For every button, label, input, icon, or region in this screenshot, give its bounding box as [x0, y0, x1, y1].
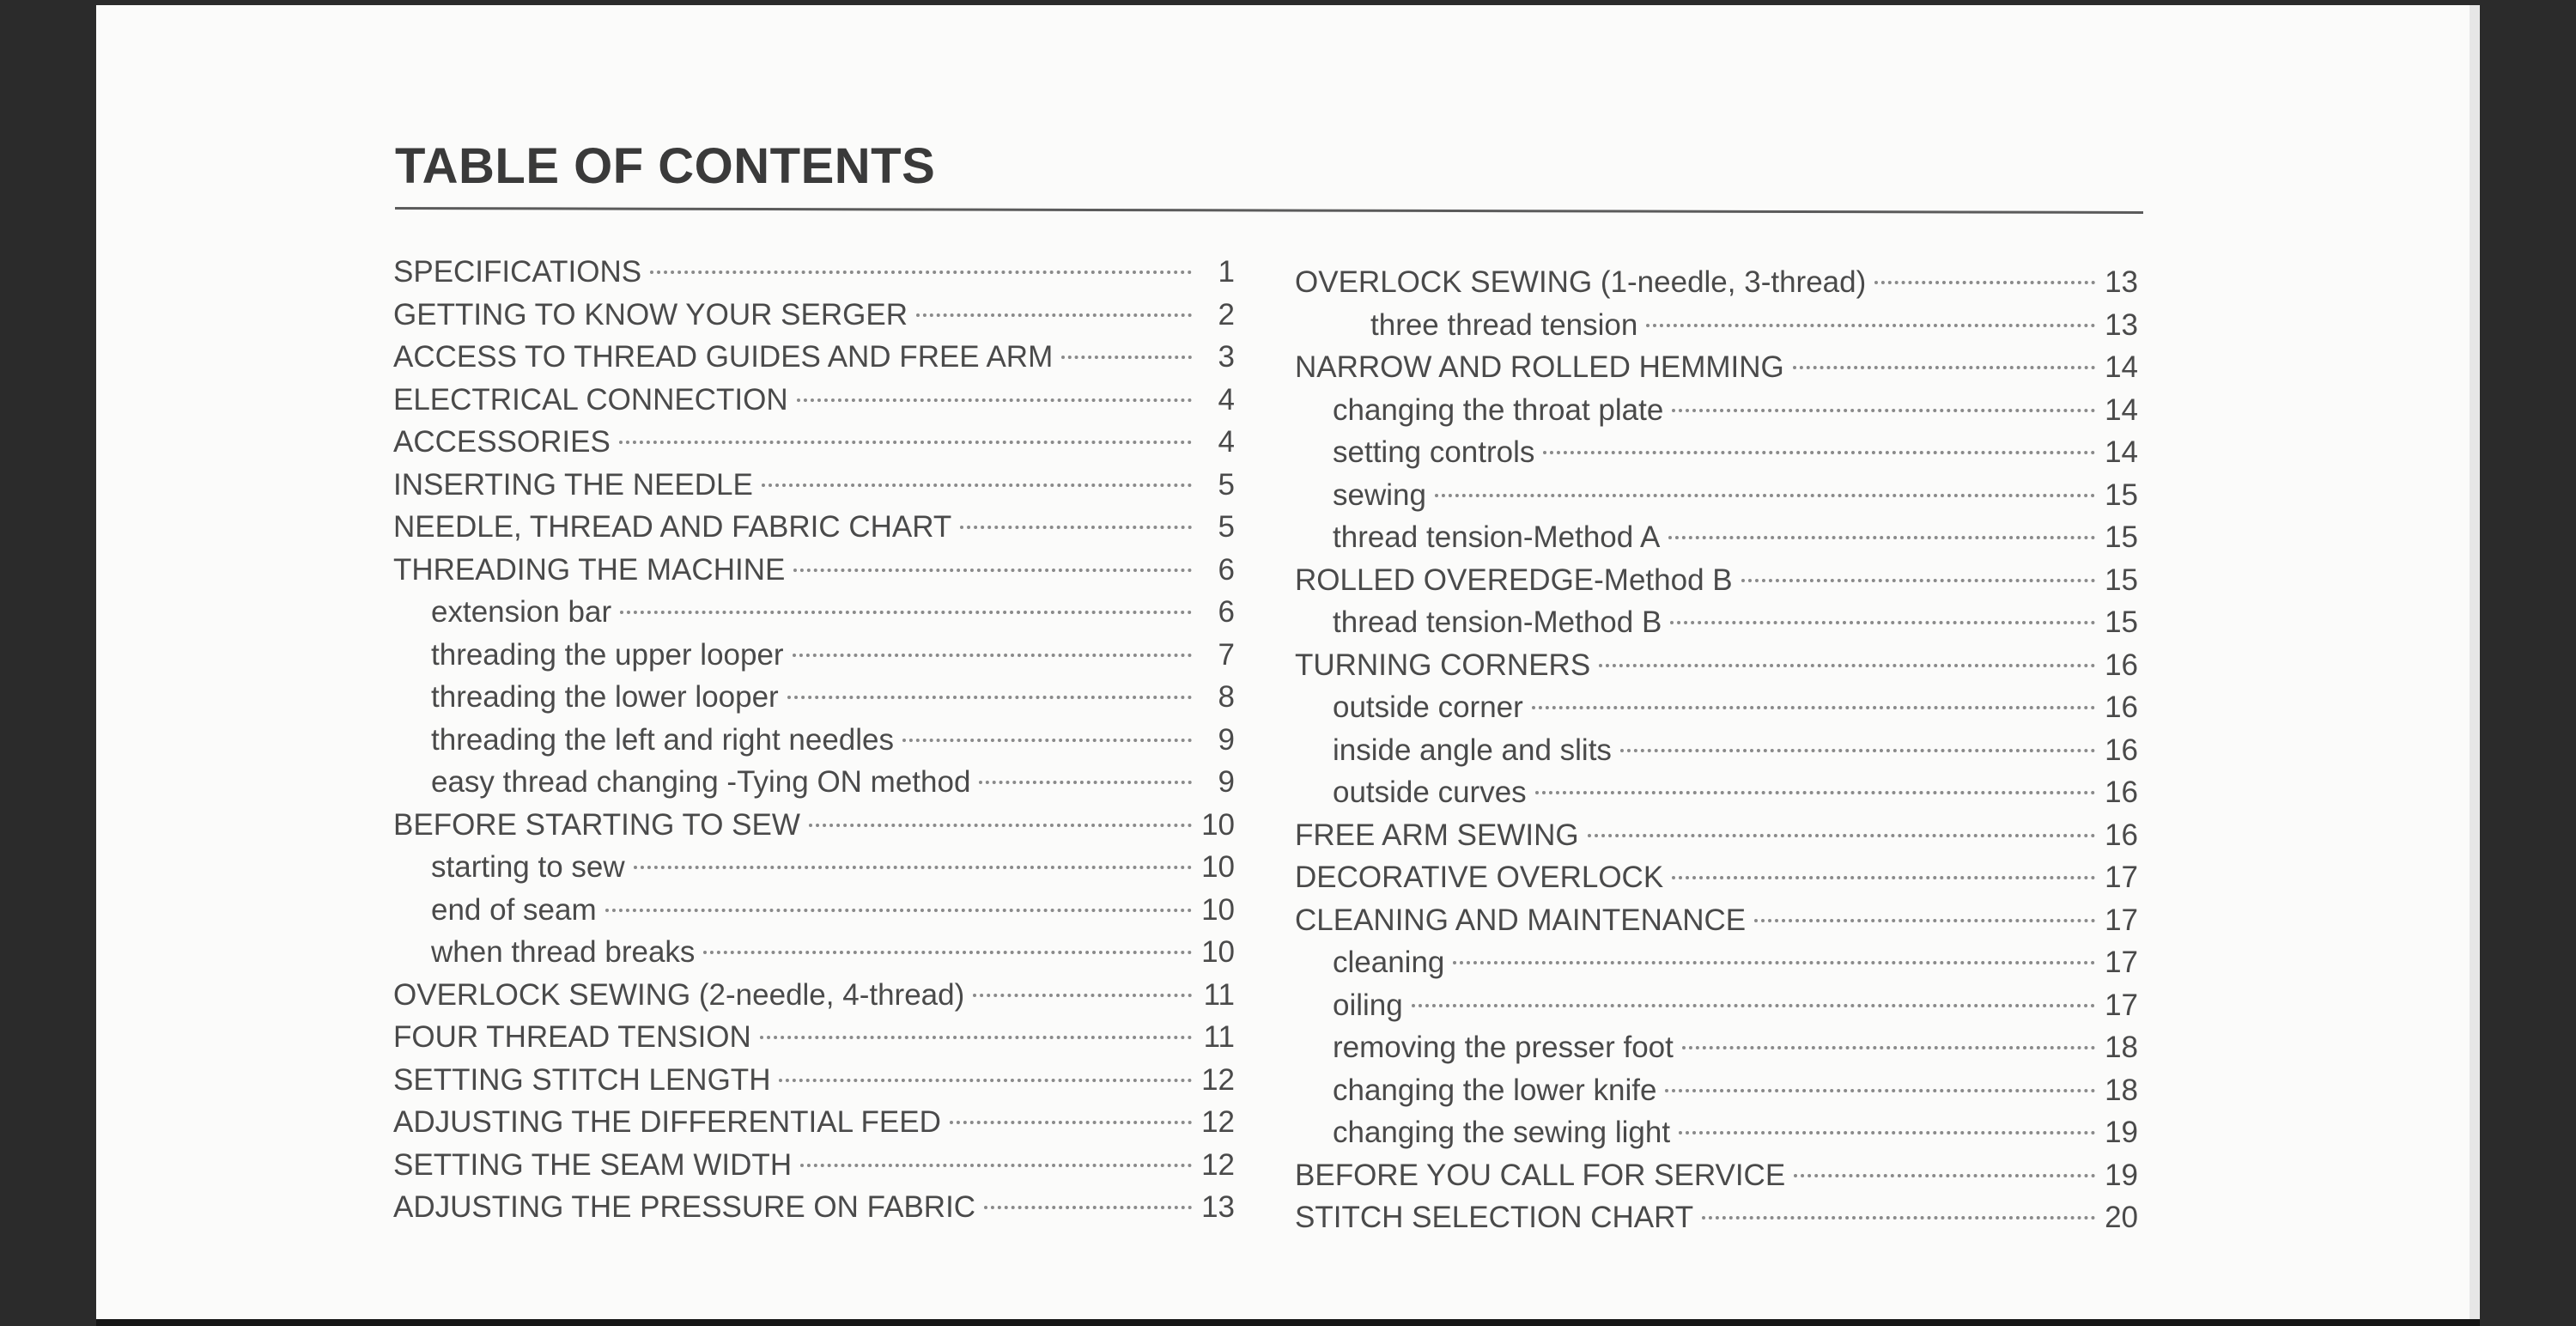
toc-entry-page: 17 [2105, 946, 2138, 979]
toc-leader-dots [620, 611, 1192, 614]
toc-entry-page: 10 [1201, 935, 1235, 969]
page-title: TABLE OF CONTENTS [395, 138, 936, 194]
toc-leader-dots [1754, 919, 2095, 922]
toc-entry-page: 6 [1218, 552, 1235, 587]
toc-entry [393, 931, 1235, 974]
toc-entry-label: outside curves [1333, 776, 1527, 809]
toc-entry-page: 1 [1218, 255, 1235, 289]
toc-leader-dots [1646, 324, 2095, 327]
toc-leader-dots [760, 1036, 1192, 1039]
toc-entry [1295, 1069, 2138, 1112]
toc-leader-dots [787, 696, 1192, 699]
toc-entry [1295, 389, 2138, 432]
toc-leader-dots [1061, 356, 1192, 359]
toc-leader-dots [703, 951, 1192, 954]
toc-entry-page: 18 [2105, 1031, 2138, 1064]
toc-entry-page: 6 [1218, 595, 1235, 629]
toc-entry-page: 13 [2105, 265, 2138, 299]
toc-entry-label: BEFORE YOU CALL FOR SERVICE [1295, 1158, 1786, 1192]
toc-entry [393, 294, 1235, 337]
toc-entry [393, 889, 1235, 932]
toc-entry [1295, 984, 2138, 1027]
toc-leader-dots [979, 781, 1192, 784]
toc-entry-label: SETTING THE SEAM WIDTH [393, 1147, 793, 1182]
toc-leader-dots [1599, 664, 2095, 667]
toc-entry-label: FOUR THREAD TENSION [393, 1020, 751, 1054]
toc-entry-page: 16 [2105, 818, 2138, 852]
toc-leader-dots [984, 1206, 1192, 1209]
toc-entry [393, 719, 1235, 762]
toc-entry-page: 16 [2105, 690, 2138, 724]
toc-entry-page: 3 [1218, 340, 1235, 374]
toc-entry [393, 1186, 1235, 1229]
toc-entry [1295, 729, 2138, 772]
toc-entry [1295, 1111, 2138, 1154]
toc-entry [393, 379, 1235, 422]
toc-entry-page: 14 [2105, 435, 2138, 469]
toc-entry-label: THREADING THE MACHINE [393, 552, 786, 587]
toc-entry [393, 804, 1235, 847]
toc-leader-dots [793, 569, 1192, 572]
toc-leader-dots [973, 994, 1192, 997]
toc-entry [1295, 431, 2138, 474]
toc-entry-label: ACCESS TO THREAD GUIDES AND FREE ARM [393, 340, 1054, 374]
toc-entry-page: 11 [1203, 977, 1235, 1012]
toc-entry-label: FREE ARM SEWING [1295, 818, 1579, 852]
toc-entry [393, 974, 1235, 1017]
toc-entry-page: 9 [1218, 765, 1235, 799]
toc-entry-label: sewing [1333, 477, 1426, 512]
toc-entry-label: ACCESSORIES [393, 425, 611, 459]
toc-entry-label: extension bar [431, 595, 612, 629]
toc-leader-dots [1741, 579, 2095, 582]
toc-entry-label: oiling [1333, 988, 1403, 1022]
page-edge [2470, 5, 2480, 1319]
toc-leader-dots [793, 654, 1192, 657]
toc-entry-label: TURNING CORNERS [1295, 648, 1591, 682]
toc-entry [1295, 771, 2138, 814]
toc-entry-label: when thread breaks [431, 935, 696, 969]
toc-entry-label: end of seam [431, 892, 597, 927]
toc-entry-label: SETTING STITCH LENGTH [393, 1062, 771, 1097]
toc-entry-page: 12 [1201, 1147, 1235, 1182]
toc-entry [393, 251, 1235, 294]
toc-leader-dots [797, 398, 1192, 402]
toc-entry-label: cleaning [1333, 946, 1445, 979]
toc-entry-page: 2 [1218, 297, 1235, 332]
toc-entry-label: setting controls [1333, 435, 1535, 469]
toc-entry [1295, 644, 2138, 687]
toc-entry [1295, 304, 2138, 347]
toc-left-column [393, 251, 1235, 1229]
toc-leader-dots [916, 313, 1192, 317]
toc-entry [393, 1059, 1235, 1102]
toc-leader-dots [1532, 706, 2095, 709]
toc-entry-label: OVERLOCK SEWING (1-needle, 3-thread) [1295, 265, 1867, 299]
toc-entry-label: GETTING TO KNOW YOUR SERGER [393, 297, 908, 332]
toc-entry-label: inside angle and slits [1333, 733, 1612, 767]
toc-leader-dots [1620, 749, 2095, 752]
toc-entry-page: 13 [1201, 1190, 1235, 1224]
toc-entry-page: 11 [1203, 1020, 1235, 1054]
toc-entry-page: 9 [1218, 722, 1235, 757]
toc-entry-label: ELECTRICAL CONNECTION [393, 382, 788, 417]
toc-entry-label: removing the presser foot [1333, 1031, 1674, 1064]
toc-leader-dots [779, 1079, 1192, 1082]
toc-entry-label: three thread tension [1370, 307, 1638, 342]
toc-leader-dots [1679, 1131, 2095, 1134]
toc-entry-page: 5 [1218, 510, 1235, 544]
toc-leader-dots [902, 739, 1192, 742]
toc-entry-label: ADJUSTING THE DIFFERENTIAL FEED [393, 1105, 941, 1139]
toc-leader-dots [1435, 494, 2095, 497]
toc-entry-label: threading the upper looper [431, 637, 784, 672]
toc-leader-dots [1682, 1046, 2095, 1049]
toc-entry [1295, 559, 2138, 602]
toc-entry-label: BEFORE STARTING TO SEW [393, 807, 800, 842]
toc-entry [393, 549, 1235, 592]
toc-leader-dots [619, 441, 1192, 444]
toc-leader-dots [1793, 366, 2095, 369]
toc-entry-page: 15 [2105, 563, 2138, 597]
toc-entry [393, 1016, 1235, 1059]
toc-entry-page: 7 [1218, 637, 1235, 672]
toc-leader-dots [634, 866, 1192, 869]
toc-entry-page: 19 [2105, 1158, 2138, 1192]
toc-entry [393, 676, 1235, 719]
toc-entry [393, 1144, 1235, 1187]
toc-entry-page: 18 [2105, 1073, 2138, 1107]
toc-entry-page: 15 [2105, 520, 2138, 554]
toc-entry-label: starting to sew [431, 850, 625, 884]
toc-leader-dots [809, 824, 1192, 827]
toc-entry [1295, 261, 2138, 304]
toc-entry [393, 591, 1235, 634]
toc-entry-page: 16 [2105, 648, 2138, 682]
toc-entry-page: 12 [1201, 1062, 1235, 1097]
toc-entry-label: changing the throat plate [1333, 392, 1664, 427]
toc-entry-page: 10 [1201, 850, 1235, 884]
toc-entry-page: 10 [1201, 892, 1235, 927]
toc-leader-dots [1668, 536, 2095, 539]
toc-entry [1295, 1196, 2138, 1239]
toc-entry [1295, 1154, 2138, 1197]
toc-entry [393, 1101, 1235, 1144]
toc-entry-label: ADJUSTING THE PRESSURE ON FABRIC [393, 1190, 976, 1224]
toc-entry-label: outside corner [1333, 690, 1523, 724]
toc-entry-page: 4 [1218, 382, 1235, 417]
toc-leader-dots [1672, 876, 2095, 879]
toc-entry [1295, 516, 2138, 559]
toc-entry [1295, 899, 2138, 942]
toc-entry-page: 17 [2105, 861, 2138, 894]
toc-entry [1295, 941, 2138, 984]
toc-entry-page: 5 [1218, 467, 1235, 502]
toc-entry-page: 17 [2105, 988, 2138, 1022]
toc-entry [393, 464, 1235, 507]
toc-leader-dots [800, 1164, 1192, 1167]
toc-entry [393, 761, 1235, 804]
toc-leader-dots [1672, 409, 2095, 412]
toc-entry-page: 14 [2105, 392, 2138, 427]
toc-right-column [1295, 261, 2138, 1239]
toc-entry [393, 846, 1235, 889]
toc-entry-label: thread tension-Method B [1333, 605, 1662, 639]
toc-entry-label: OVERLOCK SEWING (2-needle, 4-thread) [393, 977, 965, 1012]
toc-leader-dots [1874, 281, 2095, 284]
toc-entry-label: INSERTING THE NEEDLE [393, 467, 753, 502]
toc-entry-page: 16 [2105, 733, 2138, 767]
toc-entry [393, 336, 1235, 379]
page-bottom-border [96, 1319, 2480, 1326]
toc-entry-page: 17 [2105, 903, 2138, 937]
toc-entry [1295, 814, 2138, 857]
toc-leader-dots [1670, 621, 2095, 624]
toc-leader-dots [1702, 1216, 2095, 1220]
toc-leader-dots [1412, 1004, 2095, 1007]
toc-leader-dots [1665, 1089, 2095, 1092]
toc-entry-page: 15 [2105, 605, 2138, 639]
toc-entry-label: NEEDLE, THREAD AND FABRIC CHART [393, 510, 952, 544]
toc-entry-label: ROLLED OVEREDGE-Method B [1295, 563, 1733, 597]
toc-entry-label: CLEANING AND MAINTENANCE [1295, 903, 1747, 937]
toc-entry [393, 634, 1235, 677]
toc-leader-dots [1588, 834, 2095, 837]
toc-entry-page: 10 [1201, 807, 1235, 842]
toc-entry-page: 16 [2105, 776, 2138, 809]
toc-entry-label: NARROW AND ROLLED HEMMING [1295, 350, 1784, 384]
toc-entry-label: DECORATIVE OVERLOCK [1295, 861, 1664, 894]
toc-leader-dots [1535, 791, 2095, 794]
toc-entry-page: 4 [1218, 425, 1235, 459]
toc-entry-page: 13 [2105, 307, 2138, 342]
toc-entry-page: 20 [2105, 1201, 2138, 1234]
toc-leader-dots [1794, 1174, 2095, 1177]
toc-entry-label: SPECIFICATIONS [393, 255, 642, 289]
toc-entry-label: STITCH SELECTION CHART [1295, 1201, 1694, 1234]
toc-leader-dots [605, 909, 1192, 912]
toc-entry-page: 19 [2105, 1116, 2138, 1149]
toc-entry [393, 421, 1235, 464]
toc-entry-label: easy thread changing -Tying ON method [431, 765, 971, 799]
toc-entry-page: 14 [2105, 350, 2138, 384]
toc-leader-dots [1543, 451, 2095, 454]
toc-entry [1295, 686, 2138, 729]
toc-entry [1295, 601, 2138, 644]
toc-entry-page: 15 [2105, 477, 2138, 512]
toc-entry [1295, 346, 2138, 389]
toc-leader-dots [1453, 961, 2095, 964]
toc-leader-dots [650, 271, 1192, 274]
toc-entry-page: 8 [1218, 680, 1235, 714]
toc-entry-label: changing the sewing light [1333, 1116, 1671, 1149]
toc-entry [1295, 474, 2138, 517]
toc-leader-dots [960, 526, 1192, 529]
toc-entry-label: threading the lower looper [431, 680, 779, 714]
toc-leader-dots [762, 484, 1192, 487]
toc-entry-label: changing the lower knife [1333, 1073, 1657, 1107]
toc-entry-label: thread tension-Method A [1333, 520, 1661, 554]
toc-entry [393, 506, 1235, 549]
toc-entry [1295, 856, 2138, 899]
toc-entry-page: 12 [1201, 1105, 1235, 1139]
toc-entry-label: threading the left and right needles [431, 722, 894, 757]
toc-leader-dots [950, 1121, 1192, 1124]
toc-entry [1295, 1026, 2138, 1069]
